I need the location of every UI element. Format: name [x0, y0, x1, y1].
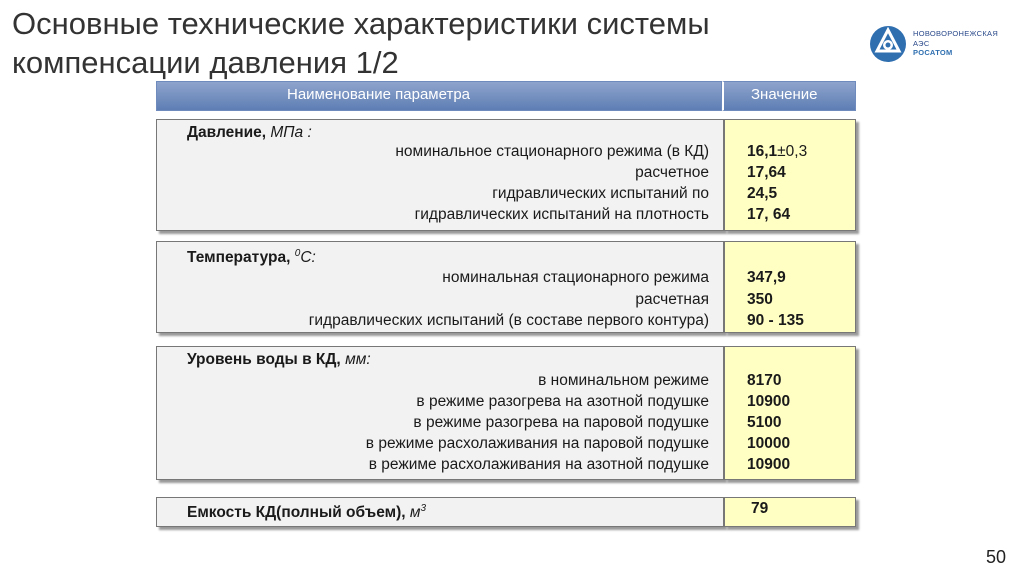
- pressure-values: [724, 119, 856, 231]
- water-level-value: 10900: [747, 456, 791, 473]
- pressure-label: Давление,: [187, 124, 267, 141]
- temperature-heading: [187, 248, 316, 267]
- capacity-unit-exponent: 3: [420, 503, 427, 514]
- water-level-heading: [187, 351, 371, 369]
- pressure-row: расчетное: [635, 164, 709, 181]
- water-level-value: 5100: [747, 414, 782, 431]
- pressure-value-tolerance: ±0,3: [777, 143, 808, 160]
- temperature-value: 350: [747, 291, 773, 308]
- water-level-value: 10000: [747, 435, 791, 452]
- pressure-row: гидравлических испытаний по: [492, 185, 709, 202]
- temperature-value: 347,9: [747, 269, 786, 286]
- temperature-degree: 0: [294, 248, 301, 259]
- capacity-heading: [187, 503, 426, 522]
- temperature-params: [156, 241, 724, 333]
- page-number: 50: [985, 547, 1006, 567]
- temperature-row: гидравлических испытаний (в составе первого контура): [308, 312, 709, 329]
- temperature-values: [724, 241, 856, 333]
- temperature-unit: С:: [300, 249, 316, 267]
- water-level-unit: мм:: [345, 351, 371, 368]
- logo-line1: НОВОВОРОНЕЖСКАЯ: [913, 29, 999, 38]
- pressure-unit: МПа :: [270, 124, 312, 141]
- table-header: [156, 81, 856, 111]
- temperature-value: 90 - 135: [747, 312, 804, 329]
- temperature-label: Температура,: [187, 249, 291, 267]
- water-level-row: в режиме расхолаживания на паровой подушке: [365, 435, 709, 452]
- water-level-row: в режиме разогрева на азотной подушке: [416, 393, 709, 410]
- temperature-block: [156, 241, 856, 333]
- water-level-params: [156, 346, 724, 480]
- capacity-label: Емкость КД(полный объем),: [187, 504, 406, 522]
- pressure-params: [156, 119, 724, 231]
- water-level-values: [724, 346, 856, 480]
- pressure-value: 24,5: [747, 185, 778, 202]
- capacity-block: [156, 497, 856, 527]
- water-level-label: Уровень воды в КД,: [187, 351, 341, 368]
- water-level-value: 8170: [747, 372, 782, 389]
- pressure-value-main: 16,1: [747, 143, 778, 160]
- pressure-block: [156, 119, 856, 231]
- pressure-value: 17,64: [747, 164, 786, 181]
- temperature-row: номинальная стационарного режима: [442, 269, 709, 286]
- page-title: Основные технические характеристики системы компенсации давления 1/2: [12, 6, 710, 80]
- water-level-row: в номинальном режиме: [538, 372, 709, 389]
- water-level-row: в режиме разогрева на паровой подушке: [413, 414, 709, 431]
- water-level-row: в режиме расхолаживания на азотной подушке: [368, 456, 709, 473]
- header-param: Наименование параметра: [156, 81, 722, 111]
- pressure-value: 17, 64: [747, 206, 791, 223]
- water-level-block: [156, 346, 856, 480]
- pressure-row: гидравлических испытаний на плотность: [414, 206, 709, 223]
- pressure-heading: [187, 124, 312, 142]
- logo-line3: РОСАТОМ: [913, 48, 953, 57]
- pressure-row: номинальное стационарного режима (в КД): [395, 143, 709, 160]
- header-value: Значение: [722, 81, 856, 111]
- pressure-value: [747, 143, 807, 161]
- capacity-unit: м: [409, 504, 421, 522]
- capacity-param: [156, 497, 724, 527]
- rosatom-atom-icon: [868, 24, 908, 64]
- logo-line2: АЭС: [913, 38, 930, 48]
- water-level-value: 10900: [747, 393, 791, 410]
- capacity-value: 79: [751, 500, 769, 517]
- rosatom-logo: [868, 24, 1018, 66]
- temperature-row: расчетная: [635, 291, 709, 308]
- capacity-value-cell: [724, 497, 856, 527]
